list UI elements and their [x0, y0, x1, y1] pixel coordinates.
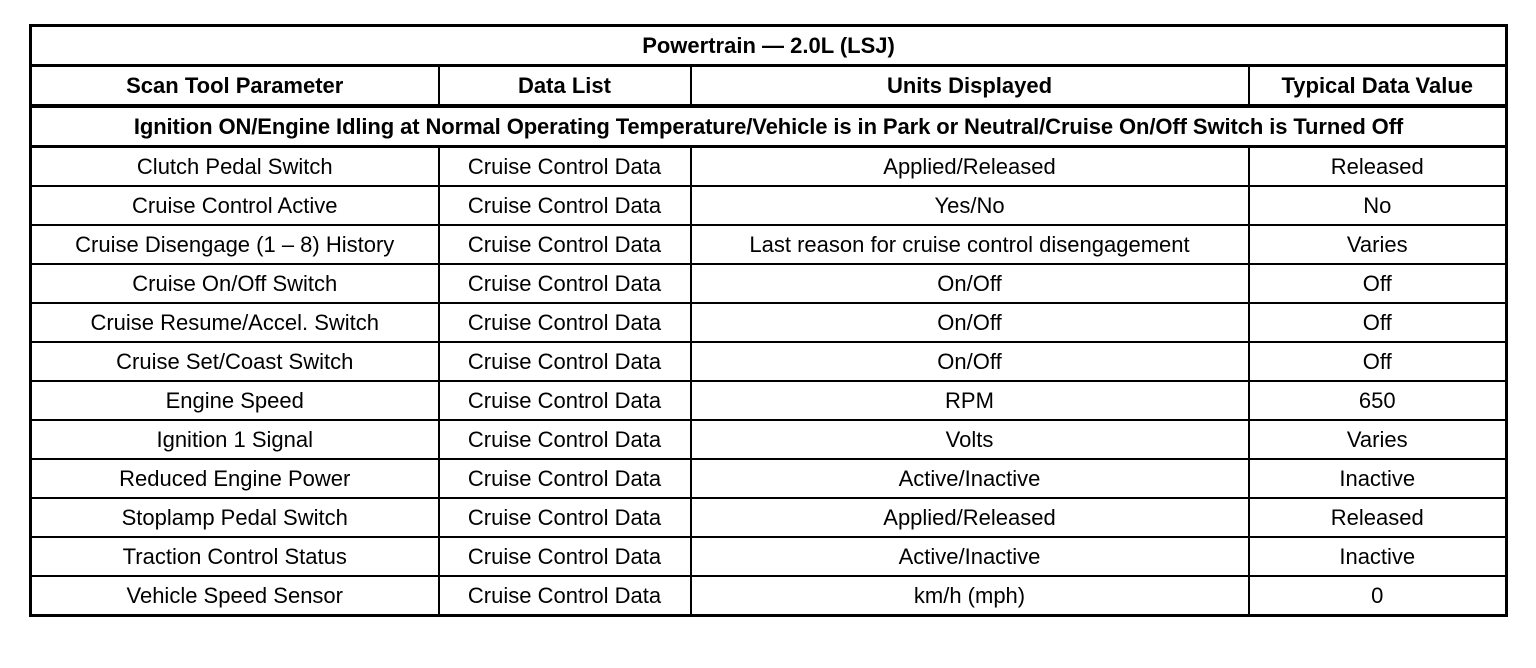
- cell-data-list: Cruise Control Data: [439, 186, 691, 225]
- cell-data-list: Cruise Control Data: [439, 342, 691, 381]
- cell-parameter: Vehicle Speed Sensor: [31, 576, 439, 616]
- cell-typical-value: 650: [1249, 381, 1507, 420]
- cell-data-list: Cruise Control Data: [439, 459, 691, 498]
- cell-units: Volts: [691, 420, 1249, 459]
- table-row: [31, 303, 1507, 342]
- cell-parameter: Clutch Pedal Switch: [31, 147, 439, 187]
- cell-parameter: Ignition 1 Signal: [31, 420, 439, 459]
- cell-typical-value: 0: [1249, 576, 1507, 616]
- cell-units: Applied/Released: [691, 147, 1249, 187]
- condition-row: [31, 106, 1507, 147]
- cell-units: Yes/No: [691, 186, 1249, 225]
- cell-typical-value: Off: [1249, 303, 1507, 342]
- cell-typical-value: No: [1249, 186, 1507, 225]
- cell-data-list: Cruise Control Data: [439, 420, 691, 459]
- column-header-data-list: Data List: [439, 66, 691, 107]
- cell-data-list: Cruise Control Data: [439, 381, 691, 420]
- cell-data-list: Cruise Control Data: [439, 303, 691, 342]
- cell-units: On/Off: [691, 264, 1249, 303]
- cell-parameter: Cruise Resume/Accel. Switch: [31, 303, 439, 342]
- cell-units: Applied/Released: [691, 498, 1249, 537]
- cell-typical-value: Varies: [1249, 420, 1507, 459]
- table-row: [31, 186, 1507, 225]
- cell-typical-value: Inactive: [1249, 537, 1507, 576]
- table-title-row: [31, 26, 1507, 66]
- column-header-units: Units Displayed: [691, 66, 1249, 107]
- cell-parameter: Cruise Disengage (1 – 8) History: [31, 225, 439, 264]
- table-body: [31, 147, 1507, 616]
- cell-parameter: Cruise Control Active: [31, 186, 439, 225]
- table-row: [31, 264, 1507, 303]
- cell-typical-value: Off: [1249, 264, 1507, 303]
- column-header-row: [31, 66, 1507, 107]
- table-row: [31, 576, 1507, 616]
- cell-typical-value: Released: [1249, 147, 1507, 187]
- table-row: [31, 225, 1507, 264]
- cell-parameter: Cruise On/Off Switch: [31, 264, 439, 303]
- table-row: [31, 342, 1507, 381]
- cell-parameter: Reduced Engine Power: [31, 459, 439, 498]
- cell-units: Last reason for cruise control disengagement: [691, 225, 1249, 264]
- cell-units: On/Off: [691, 342, 1249, 381]
- table-row: [31, 420, 1507, 459]
- cell-units: RPM: [691, 381, 1249, 420]
- column-header-parameter: Scan Tool Parameter: [31, 66, 439, 107]
- cell-units: Active/Inactive: [691, 459, 1249, 498]
- cell-typical-value: Released: [1249, 498, 1507, 537]
- cell-typical-value: Off: [1249, 342, 1507, 381]
- cell-parameter: Traction Control Status: [31, 537, 439, 576]
- table-row: [31, 498, 1507, 537]
- table-title: Powertrain — 2.0L (LSJ): [31, 26, 1507, 66]
- table-row: [31, 459, 1507, 498]
- cell-data-list: Cruise Control Data: [439, 537, 691, 576]
- cell-parameter: Stoplamp Pedal Switch: [31, 498, 439, 537]
- cell-units: km/h (mph): [691, 576, 1249, 616]
- scan-tool-data-table: [29, 24, 1508, 617]
- table-row: [31, 381, 1507, 420]
- cell-parameter: Engine Speed: [31, 381, 439, 420]
- cell-units: On/Off: [691, 303, 1249, 342]
- test-condition: Ignition ON/Engine Idling at Normal Operating Temperature/Vehicle is in Park or Neutral/Cruise On/Off Switch is Turned Off: [31, 106, 1507, 147]
- table-row: [31, 147, 1507, 187]
- cell-units: Active/Inactive: [691, 537, 1249, 576]
- cell-data-list: Cruise Control Data: [439, 498, 691, 537]
- cell-typical-value: Inactive: [1249, 459, 1507, 498]
- cell-data-list: Cruise Control Data: [439, 225, 691, 264]
- table-row: [31, 537, 1507, 576]
- cell-data-list: Cruise Control Data: [439, 264, 691, 303]
- cell-typical-value: Varies: [1249, 225, 1507, 264]
- cell-data-list: Cruise Control Data: [439, 576, 691, 616]
- column-header-typical-value: Typical Data Value: [1249, 66, 1507, 107]
- cell-parameter: Cruise Set/Coast Switch: [31, 342, 439, 381]
- cell-data-list: Cruise Control Data: [439, 147, 691, 187]
